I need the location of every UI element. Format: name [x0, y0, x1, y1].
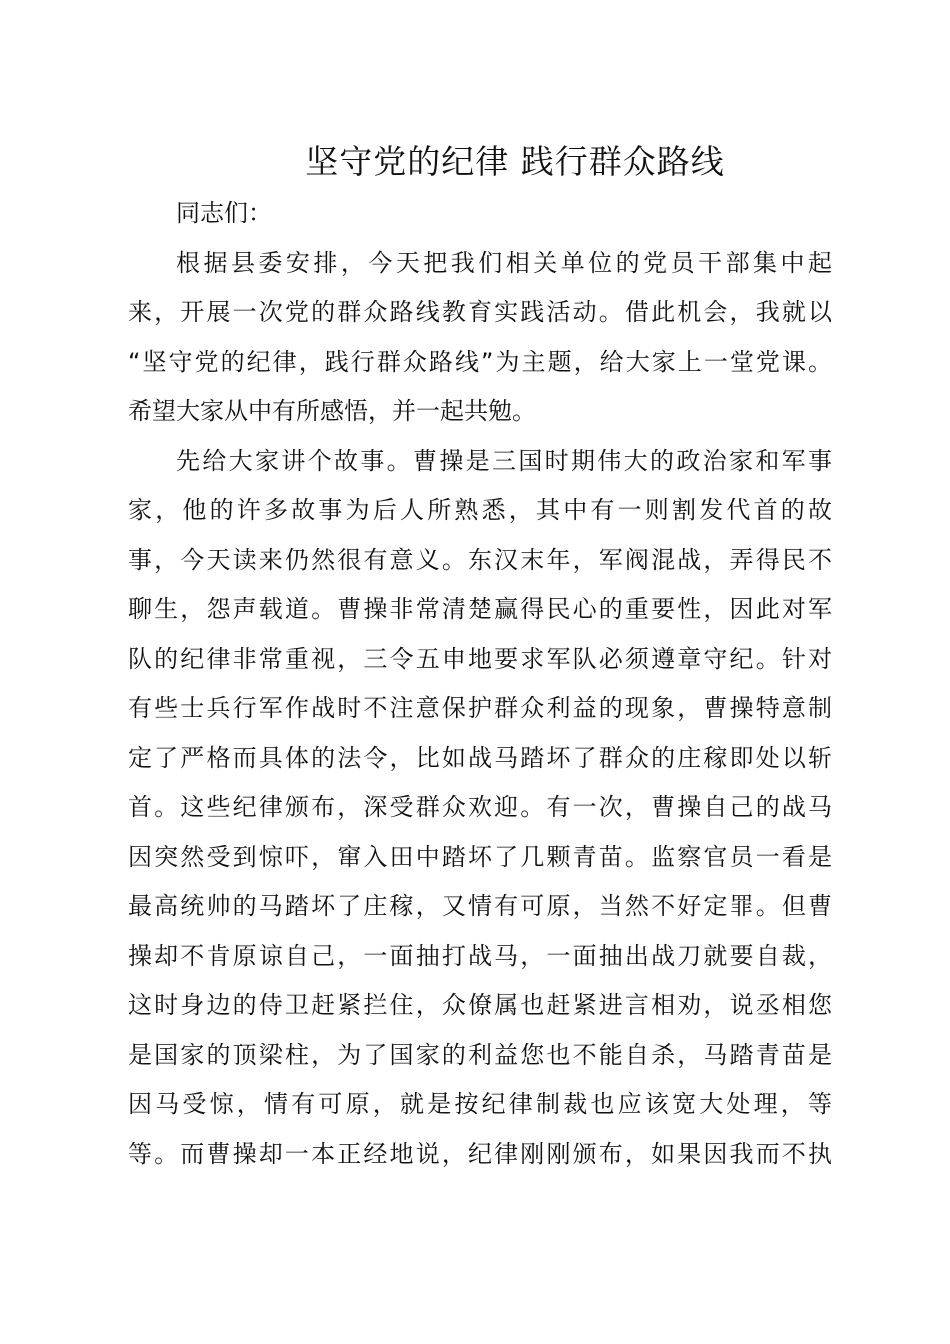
document-body — [128, 189, 832, 1179]
salutation: 同志们： — [176, 199, 272, 227]
paragraph-2-line-11: 操却不肯原谅自己，一面抽打战马，一面抽出战刀就要自裁， — [128, 941, 832, 970]
paragraph-2-line-12: 这时身边的侍卫赶紧拦住，众僚属也赶紧进言相劝，说丞相您 — [128, 991, 832, 1019]
paragraph-2-line-6: 有些士兵行军作战时不注意保护群众利益的现象，曹操特意制 — [128, 694, 832, 722]
paragraph-2-line-15: 等。而曹操却一本正经地说，纪律刚刚颁布，如果因我而不执 — [128, 1139, 832, 1168]
document-title: 坚守党的纪律 践行群众路线 — [305, 142, 725, 181]
paragraph-2-line-14: 因马受惊，情有可原，就是按纪律制裁也应该宽大处理，等 — [128, 1090, 832, 1118]
paragraph-2-line-13: 是国家的顶梁柱，为了国家的利益您也不能自杀，马踏青苗是 — [128, 1040, 832, 1069]
paragraph-2-line-2: 家，他的许多故事为后人所熟悉，其中有一则割发代首的故 — [128, 496, 832, 524]
paragraph-1-line-4: 希望大家从中有所感悟，并一起共勉。 — [128, 397, 536, 425]
paragraph-1-line-3: “坚守党的纪律，践行群众路线”为主题，给大家上一堂党课。 — [128, 347, 832, 376]
paragraph-2-line-1: 先给大家讲个故事。曹操是三国时期伟大的政治家和军事 — [176, 446, 832, 475]
paragraph-1-line-1: 根据县委安排，今天把我们相关单位的党员干部集中起 — [176, 248, 832, 277]
paragraph-2-line-7: 定了严格而具体的法令，比如战马踏坏了群众的庄稼即处以斩 — [128, 743, 832, 772]
paragraph-2-line-5: 队的纪律非常重视，三令五申地要求军队必须遵章守纪。针对 — [128, 644, 832, 673]
paragraph-2-line-8: 首。这些纪律颁布，深受群众欢迎。有一次，曹操自己的战马 — [128, 793, 832, 821]
paragraph-2-line-4: 聊生，怨声载道。曹操非常清楚赢得民心的重要性，因此对军 — [128, 595, 832, 623]
paragraph-1-line-2: 来，开展一次党的群众路线教育实践活动。借此机会，我就以 — [128, 298, 832, 326]
paragraph-2-line-9: 因突然受到惊吓，窜入田中踏坏了几颗青苗。监察官员一看是 — [128, 842, 832, 871]
paragraph-2-line-3: 事，今天读来仍然很有意义。东汉末年，军阀混战，弄得民不 — [128, 545, 832, 574]
paragraph-2-line-10: 最高统帅的马踏坏了庄稼，又情有可原，当然不好定罪。但曹 — [128, 892, 832, 920]
